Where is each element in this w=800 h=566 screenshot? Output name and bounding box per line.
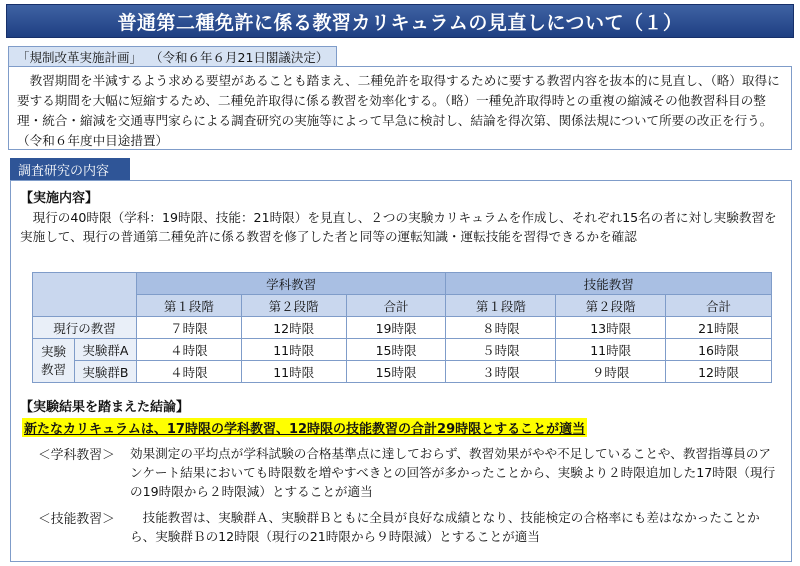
table-cell: 19時限 bbox=[346, 317, 446, 339]
table-cell: 21時限 bbox=[666, 317, 772, 339]
table-cell: ８時限 bbox=[446, 317, 556, 339]
group-header-gakka: 学科教習 bbox=[136, 273, 446, 295]
table-row bbox=[33, 317, 772, 339]
row-label-experiment: 実験教習 bbox=[33, 339, 75, 383]
table-cell: 15時限 bbox=[346, 339, 446, 361]
table-cell: ４時限 bbox=[136, 339, 241, 361]
plan-body: 教習期間を半減するよう求める要望があることも踏まえ、二種免許を取得するために要する教習内容を抜本的に見直し、（略）取得に要する期間を大幅に短縮するため、二種免許取得に係る教習を効率化する。（略）一種免許取得時との重複の縮減その他教習科目の整理・統合・縮減を交通専門家らによる調査研究の実施等によって早急に検討し、結論を得次第、関係法規について所要の改正を行う。（令和６年度中目途措置） bbox=[8, 66, 792, 150]
group-header-gino: 技能教習 bbox=[446, 273, 772, 295]
table-cell: 13時限 bbox=[556, 317, 666, 339]
plan-label-name: 「規制改革実施計画」 bbox=[17, 49, 143, 65]
table-cell: ４時限 bbox=[136, 361, 241, 383]
table-cell: 12時限 bbox=[666, 361, 772, 383]
sub-header: 第１段階 bbox=[446, 295, 556, 317]
table-cell: ３時限 bbox=[446, 361, 556, 383]
table-cell: 16時限 bbox=[666, 339, 772, 361]
sub-header: 合計 bbox=[346, 295, 446, 317]
sub-header: 第２段階 bbox=[556, 295, 666, 317]
plan-label-date: （令和６年６月21日閣議決定） bbox=[150, 49, 329, 65]
gino-tag: ＜技能教習＞ bbox=[38, 512, 115, 527]
conclusion-highlight bbox=[22, 418, 587, 437]
research-label: 調査研究の内容 bbox=[10, 158, 130, 180]
table-cell: 11時限 bbox=[241, 339, 346, 361]
table-corner bbox=[33, 273, 137, 317]
table-cell: ５時限 bbox=[446, 339, 556, 361]
table-cell: 15時限 bbox=[346, 361, 446, 383]
sub-header: 合計 bbox=[666, 295, 772, 317]
page-title: 普通第二種免許に係る教習カリキュラムの見直しについて（１） bbox=[6, 4, 794, 38]
table-cell: 11時限 bbox=[556, 339, 666, 361]
gakka-tag: ＜学科教習＞ bbox=[38, 448, 115, 463]
table-row bbox=[33, 339, 772, 361]
details-body: 現行の40時限（学科：19時限、技能：21時限）を見直し、２つの実験カリキュラムを作成し、それぞれ15名の者に対し実験教習を実施して、現行の普通第二種免許に係る教習を修了した者と同等の運転知識・運転技能を習得できるかを確認 bbox=[20, 210, 777, 244]
results-heading: 【実験結果を踏まえた結論】 bbox=[20, 400, 190, 415]
plan-label bbox=[8, 46, 337, 66]
row-label-group-b: 実験群B bbox=[74, 361, 136, 383]
conclusion-text: 新たなカリキュラムは、17時限の学科教習、12時限の技能教習の合計29時限とすることが適当 bbox=[24, 422, 586, 437]
curriculum-table bbox=[32, 272, 772, 383]
sub-header: 第２段階 bbox=[241, 295, 346, 317]
row-label-current: 現行の教習 bbox=[33, 317, 137, 339]
sub-header: 第１段階 bbox=[136, 295, 241, 317]
table-cell: ７時限 bbox=[136, 317, 241, 339]
row-label-group-a: 実験群A bbox=[74, 339, 136, 361]
table-cell: ９時限 bbox=[556, 361, 666, 383]
details-heading: 【実施内容】 bbox=[20, 191, 99, 206]
table-cell: 11時限 bbox=[241, 361, 346, 383]
table-row bbox=[33, 361, 772, 383]
gakka-text: 効果測定の平均点が学科試験の合格基準点に達しておらず、教習効果がやや不足していることや、教習指導員のアンケート結果においても時限数を増やすべきとの回答が多かったことから、実験より２時限追加した17時限（現行の19時限から２時限減）とすることが適当 bbox=[130, 446, 776, 499]
gino-text: 技能教習は、実験群Ａ、実験群Ｂともに全員が良好な成績となり、技能検定の合格率にも差はなかったことから、実験群Ｂの12時限（現行の21時限から９時限減）とすることが適当 bbox=[130, 510, 760, 544]
table-cell: 12時限 bbox=[241, 317, 346, 339]
